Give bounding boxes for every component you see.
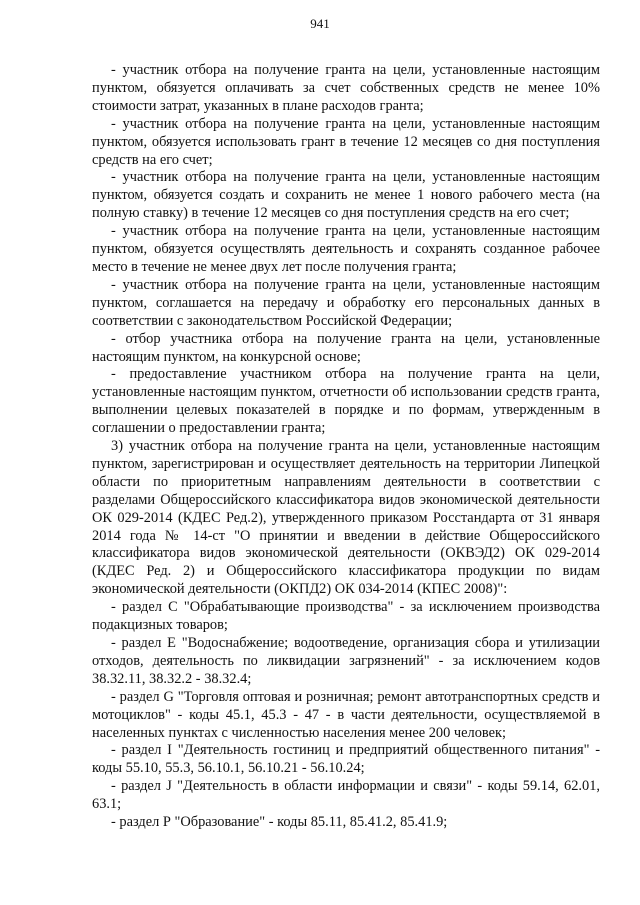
paragraph: - раздел Е "Водоснабжение; водоотведение, организация сбора и утилизации отходов, деятельность по ликвидации загрязнений" - за исключением кодов 38.32.11, 38.32.2 - 38.32.4;: [92, 635, 600, 687]
paragraph: - участник отбора на получение гранта на цели, установленные настоящим пунктом, соглашается на передачу и обработку его персональных данных в соответствии с законодательством Российской Федерации;: [92, 276, 600, 329]
paragraph: - раздел I "Деятельность гостиниц и предприятий общественного питания" - коды 55.10, 55.3, 56.10.1, 56.10.21 - 56.10.24;: [92, 742, 600, 777]
paragraph: - раздел G "Торговля оптовая и розничная; ремонт автотранспортных средств и мотоциклов" - коды 45.1, 45.3 - 47 - в части деятельности, осуществляемой в населенных пунктах с численностью населения менее 200 человек;: [92, 688, 600, 741]
paragraph: 3) участник отбора на получение гранта на цели, установленные настоящим пунктом, зарегистрирован и осуществляет деятельность на территории Липецкой области по приоритетным направлениям деятельности в соответствии с разделами Общероссийского классификатора видов экономической деятельности ОК 029-2014 (КДЕС Ред.2), утвержденного приказом Росстандарта от 31 января 2014 года № 14-ст "О принятии и введении в действие Общероссийского классификатора видов экономической деятельности (ОКВЭД2) ОК 029-2014 (КДЕС Ред. 2) и Общероссийского классификатора продукции по видам экономической деятельности (ОКПД2) ОК 034-2014 (КПЕС 2008)":: [92, 438, 600, 598]
paragraph: - участник отбора на получение гранта на цели, установленные настоящим пунктом, обязуется создать и сохранить не менее 1 нового рабочего места (на полную ставку) в течение 12 месяцев со дня поступления средств на его счет;: [92, 169, 600, 222]
page-number: 941: [310, 16, 330, 31]
paragraph: - раздел Р "Образование" - коды 85.11, 85.41.2, 85.41.9;: [111, 814, 448, 831]
paragraph: - предоставление участником отбора на получение гранта на цели, установленные настоящим пунктом, отчетности об использовании средств гранта, выполнении целевых показателей в порядке и по формам, утвержденным в соглашении о предоставлении гранта;: [92, 366, 600, 437]
paragraph: - раздел С "Обрабатывающие производства" - за исключением производства подакцизных товаров;: [92, 599, 600, 634]
paragraph: - раздел J "Деятельность в области информации и связи" - коды 59.14, 62.01, 63.1;: [92, 778, 600, 813]
paragraph: - участник отбора на получение гранта на цели, установленные настоящим пунктом, обязуется оплачивать за счет собственных средств не менее 10% стоимости затрат, указанных в плане расходов гранта;: [92, 62, 600, 114]
paragraph: - отбор участника отбора на получение гранта на цели, установленные настоящим пунктом, на конкурсной основе;: [92, 330, 600, 365]
paragraph: - участник отбора на получение гранта на цели, установленные настоящим пунктом, обязуется осуществлять деятельность и сохранять созданное рабочее место в течение не менее двух лет после получения гранта;: [92, 223, 600, 275]
paragraph: - участник отбора на получение гранта на цели, установленные настоящим пунктом, обязуется использовать грант в течение 12 месяцев со дня поступления средств на его счет;: [92, 115, 600, 168]
document-body: [92, 62, 600, 832]
